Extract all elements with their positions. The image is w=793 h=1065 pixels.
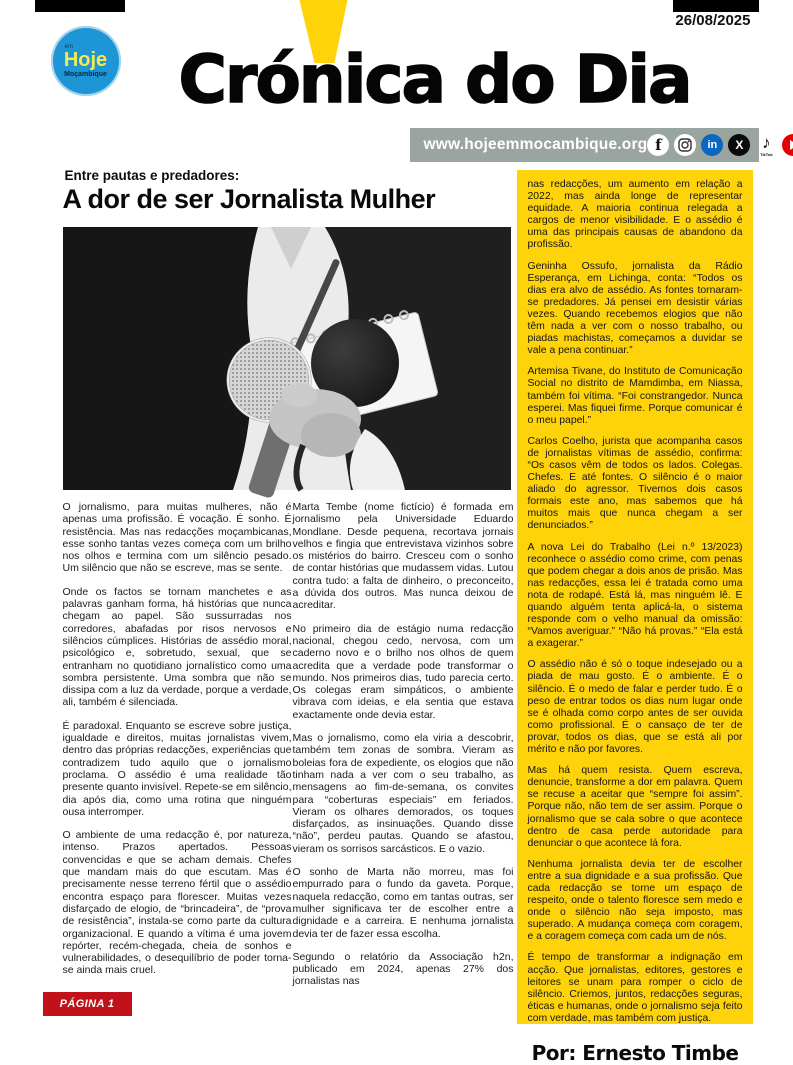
logo-title: Hoje [63,48,108,71]
paragraph: A nova Lei do Trabalho (Lei n.º 13/2023) reconhece o assédio como crime, com penas que podem chegar a dois anos de prisão. Mas nas redacções, essa lei é tratada como uma nota de rodapé. Está lá, mas ninguém lê. E quando alguém tenta aplicá-la, o sistema responde com o velho manual da omissão: “Vamos averiguar.” “Não há provas.” “Ela está a exagerar.” [527,541,743,650]
paragraph: É tempo de transformar a indignação em acção. Que jornalistas, editores, gestores e leitores se unam para romper o ciclo de silêncio. Criemos, juntos, redacções seguras, éticas e humanas, onde o jornalismo seja feito com verdade, mas também com justiça. [527,952,743,1024]
paragraph: Segundo o relatório da Associação h2n, publicado em 2024, apenas 27% dos jornalistas nas [292,950,514,988]
paragraph: O assédio não é só o toque indesejado ou a piada de mau gosto. É o ambiente. É o silêncio. É o medo de falar e perder tudo. É o peso de entrar todos os dias num lugar onde se é olhada como corpo antes de ser ouvida como profissional. É o cansaço de ter de provar, todos os dias, que se está ali por mérito e não por favores. [527,659,743,756]
paragraph: Mas há quem resista. Quem escreva, denuncie, transforme a dor em palavra. Quem se recuse a aceitar que “sempre foi assim”. Porque não, não tem de ser assim. Porque o jornalismo que se cala sobre o que acontece dentro de casa perde autoridade para denunciar o que acontece lá fora. [527,765,743,849]
logo-country: Moçambique [64,70,107,78]
paragraph: É paradoxal. Enquanto se escreve sobre justiça, igualdade e direitos, muitas jornalistas vivem, dentro das próprias redacções, experiências que contradizem tudo aquilo que o jornalismo proclama. O assédio é uma realidade tão presente quanto invisível. Repete-se em silêncio, dia após dia, como uma rotina que ninguém ousa interromper. [62,719,292,818]
masthead-title: Crónica do Dia [178,41,691,118]
paragraph: Artemisa Tivane, do Instituto de Comunicação Social no distrito de Mamdimba, em Niassa, também foi vítima. “Foi constrangedor. Nunca esperei. Mas fiquei firme. Porque comunicar é o meu papel.” [527,366,743,426]
x-icon[interactable]: X [728,134,750,156]
facebook-icon[interactable]: f [647,134,669,156]
hoje-logo[interactable] [51,26,121,96]
website-bar [410,128,773,162]
social-icons [647,134,793,156]
article-column-1 [63,501,292,988]
paragraph: O sonho de Marta não morreu, mas foi empurrado para o fundo da gaveta. Porque, naquela redacção, como em tantas outras, ser mulher significava ter de escolher entre a dignidade e a carreira. E nenhuma jornalista devia ter de fazer essa escolha. [292,866,514,940]
article-column-2 [293,501,514,999]
article-kicker: Entre pautas e predadores: [64,168,240,183]
yellow-sidebar-column [517,170,753,1065]
paragraph: O ambiente de uma redacção é, por natureza, intenso. Prazos apertados. Pessoas convencidas e que se acham demais. Chefes que mandam mais do que escutam. Mas é precisamente nesse terreno fértil que o assédio encontra espaço para florescer. Muitas vezes disfarçado de elogio, de “brincadeira”, de “prova de resistência”, instala-se como parte da cultura organizacional. E quando a vítima é uma jovem repórter, recém-chegada, cheia de sonhos e vulnerabilidades, o desequilíbrio de poder torna-se ainda mais cruel. [62,829,292,977]
paragraph: Mas o jornalismo, como ela viria a descobrir, também tem zonas de sombra. Vieram as boleias fora de expediente, os elogios que não tinham nada a ver com o seu trabalho, as mensagens ao fim-de-semana, os convites para “coberturas especiais” em feriados. Vieram os olhares demorados, os toques disfarçados, as insinuações. Quando disse “não”, perdeu pautas. Quando se afastou, vieram os sorrisos sarcásticos. E o vazio. [292,732,514,855]
page-number-badge: PÁGINA 1 [43,992,132,1016]
article-headline: A dor de ser Jornalista Mulher [62,184,436,214]
website-url[interactable]: www.hojeemmocambique.org [423,136,648,153]
newspaper-page [35,0,773,1065]
top-right-black-strip [673,0,759,12]
article-photo [63,227,511,490]
top-left-black-strip [35,0,125,12]
paragraph: Onde os factos se tornam manchetes e as palavras ganham forma, há histórias que nunca chegam ao papel. São sussurradas nos corredores, abafadas por risos nervosos e silêncios cúmplices. Histórias de assédio moral, psicológico e, sobretudo, sexual, que se entranham no quotidiano jornalístico como uma sombra persistente. Uma sombra que não se dissipa com a luz da verdade, porque a verdade, ali, também é silenciada. [62,585,292,709]
logo-prefix: em [64,43,73,50]
paragraph: O jornalismo, para muitas mulheres, não é apenas uma profissão. É vocação. É sonho. É resistência. Mas nas redacções moçambicanas, esse sonho tantas vezes começa com um brilho nos olhos e termina com um silêncio pesado. Um silêncio que não se escreve, mas se sente. [62,501,292,575]
linkedin-icon[interactable]: in [701,134,723,156]
article-byline: Por: Ernesto Timbe [531,1041,739,1065]
paragraph: Marta Tembe (nome fictício) é formada em jornalismo pela Universidade Eduardo Mondlane. Desde pequena, recortava jornais velhos e fingia que entrevistava vizinhos sobre os mistérios do bairro. Cresceu com o sonho de contar histórias que mudassem vidas. Lutou contra tudo: a falta de dinheiro, o preconceito, a dúvida dos outros. Mas nunca deixou de acreditar. [292,501,514,612]
paragraph: No primeiro dia de estágio numa redacção nacional, chegou cedo, nervosa, com um caderno novo e o brilho nos olhos de quem acredita que a verdade pode transformar o mundo. Nos primeiros dias, tudo parecia certo. Os colegas eram simpáticos, o ambiente vibrava com ideias, e ela sentia que estava exactamente onde devia estar. [292,622,514,721]
edition-date: 26/08/2025 [675,12,751,29]
article-column-3 [528,179,743,1025]
paragraph: Carlos Coelho, jurista que acompanha casos de jornalistas vítimas de assédio, confirma: “Os casos vêm de todos os lados. Colegas. Chefes. E até fontes. O silêncio é o maior aliado do agressor. Tivemos dois casos formais este ano, mas sabemos que há muitos mais que nunca chegam a ser denunciados.” [527,435,743,532]
youtube-icon[interactable] [782,134,793,156]
paragraph: Geninha Ossufo, jornalista da Rádio Esperança, em Lichinga, conta: “Todos os dias era alvo de assédio. As fontes tornaram-se predadores. Já pensei em desistir várias vezes. Quando recebemos elogios que não têm nada a ver com o nosso trabalho, ou piadas machistas, começamos a duvidar se vale a pena continuar.” [527,260,743,357]
paragraph: nas redacções, um aumento em relação a 2022, mas ainda longe de representar equidade. A maioria continua relegada a cargos de menor visibilidade. E o assédio é uma das principais causas de abandono da profissão. [527,179,743,251]
tiktok-label: TikTok [760,152,773,157]
tiktok-icon[interactable] [755,134,777,156]
paragraph: Nenhuma jornalista devia ter de escolher entre a sua dignidade e a sua profissão. Que cada redacção se torne um espaço de respeito, onde o talento floresce sem medo e onde o silêncio não seja imposto, mas superado. A mudança começa com coragem, e a coragem começa com cada um de nós. [527,858,743,943]
tiktok-note-glyph: ♪ [762,133,771,152]
instagram-icon[interactable] [674,134,696,156]
